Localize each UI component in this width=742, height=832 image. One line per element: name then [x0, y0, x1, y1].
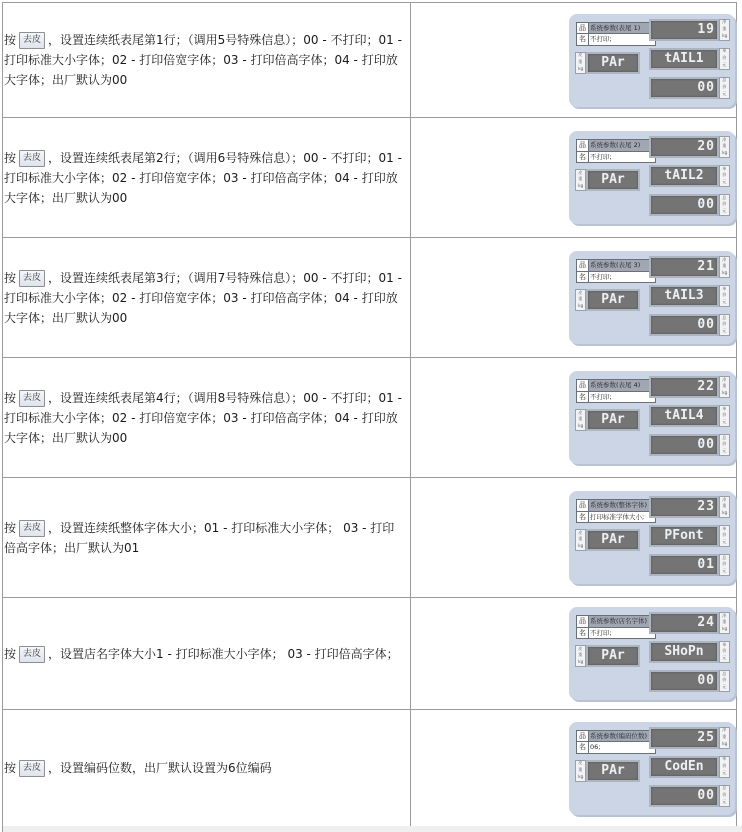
total-indicator-label: 总 价 元	[719, 434, 730, 456]
panel-cell	[411, 478, 737, 597]
panel-cell	[411, 358, 737, 477]
price-indicator-label: 单 价 元	[719, 285, 730, 307]
label-line-1: 系统参数(表尾 2)	[589, 140, 655, 151]
param-number-display	[649, 496, 730, 518]
param-number-segment: 19	[649, 19, 719, 41]
param-value-display	[649, 314, 730, 336]
name-column: 品 名	[577, 260, 589, 282]
tare-key-illustration: 去皮	[19, 390, 45, 407]
description-cell	[3, 238, 411, 357]
total-indicator-label: 总 价 元	[719, 554, 730, 576]
tare-key-illustration: 去皮	[19, 520, 45, 537]
total-indicator-label: 总 价 元	[719, 77, 730, 99]
label-line-2: 打印标准字体大小;	[589, 511, 655, 523]
device-panel	[569, 607, 735, 700]
param-name-segment: CodEn	[649, 756, 719, 778]
parameter-description: ，设置连续纸表尾第4行；（调用8号特殊信息）；00 - 不打印；01 - 打印标准大小字体；02 - 打印倍宽字体；03 - 打印倍高字体；04 - 打印放大字体；出厂默认为00	[4, 390, 402, 445]
press-prefix: 按	[4, 33, 17, 47]
tare-key-illustration: 去皮	[19, 32, 45, 49]
press-prefix: 按	[4, 646, 17, 661]
param-number-display	[649, 612, 730, 634]
param-value-segment: 01	[649, 554, 719, 576]
device-panel	[569, 131, 735, 224]
tare-indicator-label: 皮 重 kg	[575, 645, 586, 667]
label-line-1: 系统参数(编码位数)	[589, 731, 655, 742]
press-prefix: 按	[4, 761, 17, 775]
weight-indicator-label: 净 重 kg	[719, 612, 730, 634]
panel-cell	[411, 118, 737, 237]
tare-key-illustration: 去皮	[19, 150, 45, 167]
param-value-segment: 00	[649, 77, 719, 99]
parameter-description: ，设置连续纸表尾第1行；（调用5号特殊信息）；00 - 不打印；01 - 打印标准大小字体；02 - 打印倍宽字体；03 - 打印倍高字体；04 - 打印放大字体；出厂默认为00	[4, 33, 402, 87]
description-cell	[3, 358, 411, 477]
par-display	[575, 529, 640, 551]
param-name-display	[649, 756, 730, 778]
param-value-segment: 00	[649, 314, 719, 336]
press-prefix: 按	[4, 520, 17, 535]
tare-indicator-label: 皮 重 kg	[575, 52, 586, 74]
weight-indicator-label: 净 重 kg	[719, 256, 730, 278]
label-line-2: 不打印;	[589, 627, 655, 639]
weight-indicator-label: 净 重 kg	[719, 376, 730, 398]
param-number-segment: 22	[649, 376, 719, 398]
label-line-1: 系统参数(表尾 3)	[589, 260, 655, 271]
table-row	[3, 710, 737, 827]
param-number-display	[649, 256, 730, 278]
panel-cell	[411, 3, 737, 117]
device-panel	[569, 251, 735, 344]
param-value-display	[649, 670, 730, 692]
label-line-2: 不打印;	[589, 391, 655, 403]
par-segment-text: PAr	[586, 645, 640, 667]
param-value-display	[649, 434, 730, 456]
parameter-description: ，设置连续纸表尾第3行；（调用7号特殊信息）；00 - 不打印；01 - 打印标准大小字体；02 - 打印倍宽字体；03 - 打印倍高字体；04 - 打印放大字体；出厂默认为00	[4, 270, 402, 325]
param-number-display	[649, 727, 730, 749]
name-char: 品	[577, 23, 588, 35]
par-display	[575, 760, 640, 782]
par-display	[575, 289, 640, 311]
param-value-segment: 00	[649, 670, 719, 692]
table-row	[3, 358, 737, 478]
tare-key-illustration: 去皮	[19, 270, 45, 287]
panel-cell	[411, 598, 737, 709]
param-number-segment: 20	[649, 136, 719, 158]
press-prefix: 按	[4, 270, 17, 285]
device-panel	[569, 491, 735, 584]
param-name-display	[649, 525, 730, 547]
name-column	[577, 23, 589, 45]
description-cell	[3, 710, 411, 826]
table-row	[3, 478, 737, 598]
param-name-segment: tAIL1	[649, 48, 719, 70]
description-cell	[3, 598, 411, 709]
param-name-segment: tAIL2	[649, 165, 719, 187]
param-number-display	[649, 19, 730, 41]
parameter-label-box	[576, 499, 656, 523]
price-indicator-label: 单 价 元	[719, 525, 730, 547]
weight-indicator-label: 净 重 kg	[719, 496, 730, 518]
parameter-description: ，设置编码位数，出厂默认设置为6位编码	[48, 761, 272, 775]
parameter-description: ，设置连续纸表尾第2行；（调用6号特殊信息）；00 - 不打印；01 - 打印标准大小字体；02 - 打印倍宽字体；03 - 打印倍高字体；04 - 打印放大字体；出厂默认为00	[4, 150, 402, 205]
par-display	[575, 645, 640, 667]
weight-indicator-label: 净 重 kg	[719, 727, 730, 749]
name-column: 品 名	[577, 731, 589, 753]
param-name-segment: SHoPn	[649, 641, 719, 663]
tare-indicator-label: 皮 重 kg	[575, 169, 586, 191]
par-segment-text: PAr	[586, 760, 640, 782]
weight-indicator-label: 净 重 kg	[719, 136, 730, 158]
tare-key-illustration: 去皮	[19, 760, 45, 777]
press-prefix: 按	[4, 390, 17, 405]
param-name-display	[649, 48, 730, 70]
param-name-segment: tAIL3	[649, 285, 719, 307]
price-indicator-label: 单 价 元	[719, 756, 730, 778]
label-line-1: 系统参数(表尾 1)	[589, 23, 655, 34]
panel-cell	[411, 238, 737, 357]
parameter-label-box	[576, 379, 656, 403]
total-indicator-label: 总 价 元	[719, 314, 730, 336]
par-segment-text: PAr	[586, 169, 640, 191]
label-line-1: 系统参数(整体字体)	[589, 500, 655, 511]
tare-indicator-label: 皮 重 kg	[575, 760, 586, 782]
par-display	[575, 409, 640, 431]
label-line-2: 不打印;	[589, 271, 655, 283]
label-line-1: 系统参数(店名字体)	[589, 616, 655, 627]
par-display	[575, 169, 640, 191]
parameter-label-box	[576, 615, 656, 639]
par-segment-text: PAr	[586, 289, 640, 311]
price-indicator-label: 单 价 元	[719, 405, 730, 427]
param-name-display	[649, 405, 730, 427]
param-value-display	[649, 77, 730, 99]
param-value-display	[649, 785, 730, 807]
parameter-table	[2, 2, 737, 827]
description-cell	[3, 3, 411, 117]
param-number-segment: 24	[649, 612, 719, 634]
description-cell	[3, 118, 411, 237]
param-number-display	[649, 376, 730, 398]
par-segment-text: PAr	[586, 409, 640, 431]
weight-indicator-label: 净 重 kg	[719, 19, 730, 41]
param-name-segment: PFont	[649, 525, 719, 547]
price-indicator-label: 单 价 元	[719, 641, 730, 663]
param-value-segment: 00	[649, 194, 719, 216]
param-value-display	[649, 554, 730, 576]
table-row	[3, 238, 737, 358]
tare-indicator-label: 皮 重 kg	[575, 289, 586, 311]
par-segment-text: PAr	[586, 52, 640, 74]
param-number-display	[649, 136, 730, 158]
parameter-description: ，设置店名字体大小1 - 打印标准大小字体； 03 - 打印倍高字体；	[48, 646, 399, 661]
param-name-display	[649, 165, 730, 187]
label-line-2: 不打印;	[589, 33, 655, 45]
name-column: 品 名	[577, 140, 589, 162]
name-column: 品 名	[577, 500, 589, 522]
device-panel	[569, 14, 735, 107]
tare-key-illustration: 去皮	[19, 646, 45, 663]
device-panel	[569, 371, 735, 464]
name-char: 名	[579, 35, 586, 43]
price-indicator-label: 单 价 元	[719, 165, 730, 187]
total-indicator-label: 总 价 元	[719, 670, 730, 692]
total-indicator-label: 总 价 元	[719, 194, 730, 216]
par-display	[575, 52, 640, 74]
param-number-segment: 21	[649, 256, 719, 278]
device-panel	[569, 722, 735, 815]
description-cell	[3, 478, 411, 597]
price-indicator-label: 单 价 元	[719, 48, 730, 70]
name-column: 品 名	[577, 380, 589, 402]
name-column: 品 名	[577, 616, 589, 638]
total-indicator-label: 总 价 元	[719, 785, 730, 807]
tare-indicator-label: 皮 重 kg	[575, 409, 586, 431]
param-value-display	[649, 194, 730, 216]
parameter-label-box	[576, 139, 656, 163]
label-line-2: 不打印;	[589, 151, 655, 163]
param-name-segment: tAIL4	[649, 405, 719, 427]
parameter-label-box	[576, 259, 656, 283]
table-row	[3, 3, 737, 118]
par-segment-text: PAr	[586, 529, 640, 551]
table-row	[3, 598, 737, 710]
param-number-segment: 25	[649, 727, 719, 749]
param-value-segment: 00	[649, 434, 719, 456]
param-name-display	[649, 641, 730, 663]
tare-indicator-label: 皮 重 kg	[575, 529, 586, 551]
param-number-segment: 23	[649, 496, 719, 518]
label-line-2: 06;	[589, 741, 655, 753]
table-row	[3, 118, 737, 238]
parameter-label-box	[576, 730, 656, 754]
parameter-label-box	[576, 22, 656, 46]
press-prefix: 按	[4, 150, 17, 165]
panel-cell	[411, 710, 737, 826]
parameter-description: ，设置连续纸整体字体大小；01 - 打印标准大小字体； 03 - 打印倍高字体；出厂默认为01	[4, 520, 395, 555]
partial-next-row	[2, 826, 742, 832]
label-line-1: 系统参数(表尾 4)	[589, 380, 655, 391]
param-name-display	[649, 285, 730, 307]
param-value-segment: 00	[649, 785, 719, 807]
